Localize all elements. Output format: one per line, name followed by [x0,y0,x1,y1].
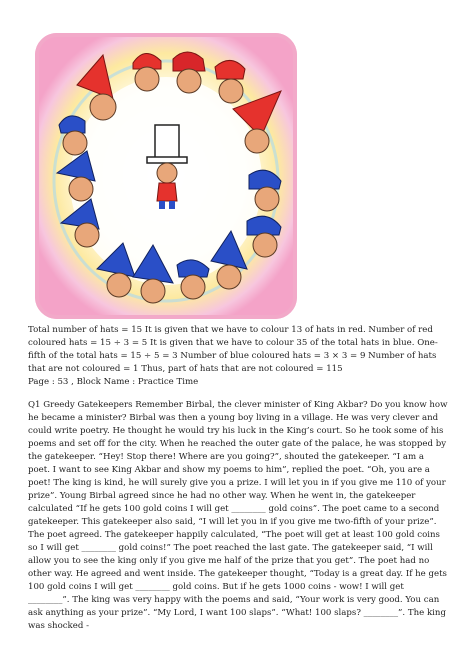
question-section [28,399,448,633]
hats-circle-illustration [35,33,297,319]
page-reference: Page : 53 , Block Name : Practice Time [28,377,199,387]
solution-paragraph: Total number of hats = 15 It is given that we have to colour 13 of hats in red. Number of red coloured hats = 15 ÷ 3 = 5 It is given that we have to colour 35 of the total hats in blue. One-fifth of the total hats = 15 ÷ 5 = 3 Number of blue coloured hats = 3 × 3 = 9 Number of hats that are not coloured = 1 Thus, part of hats that are not coloured = 115 [28,325,438,374]
child-red-hat-2 [133,53,161,91]
question-paragraph: Q1 Greedy Gatekeepers Remember Birbal, the clever minister of King Akbar? Do you know how he became a minister? Birbal was then a young boy living in a village. He was very clever and could write poetry. He thought he would try his luck in the King’s court. So he took some of his poems and set off for the city. When he reached the outer gate of the palace, he was stopped by the gatekeeper. “Hey! Stop there! Where are you going?”, shouted the gatekeeper. “I am a poet. I want to see King Akbar and show my poems to him”, replied the poet. “Oh, you are a poet! The king is kind, he will surely give you a prize. I will let you in if you give me 110 of your prize”. Young Birbal agreed since he had no other way. When he went in, the gatekeeper calculated “If he gets 100 gold coins I will get ________ gold coins”. The poet came to a second gatekeeper. This gatekeeper also said, “I will let you in if you give me two-fifth of your prize”. The poet agreed. The gatekeeper happily calculated, “The poet will get at least 100 gold coins so I will get ________ gold coins!” The poet reached the last gate. The gatekeeper said, “I will allow you to see the king only if you give me half of the prize that you get”. The poet had no other way. He agreed and went inside. The gatekeeper thought, “Today is a great day. If he gets 100 gold coins I will get ________ gold coins. But if he gets 1000 coins - wow! I will get ________”. The king was very happy with the poems and said, “Your work is very good. You can ask anything as your prize”. “My Lord, I want 100 slaps”. “What! 100 slaps? ________”. The king was shocked - [28,400,448,631]
solution-section [28,324,448,389]
